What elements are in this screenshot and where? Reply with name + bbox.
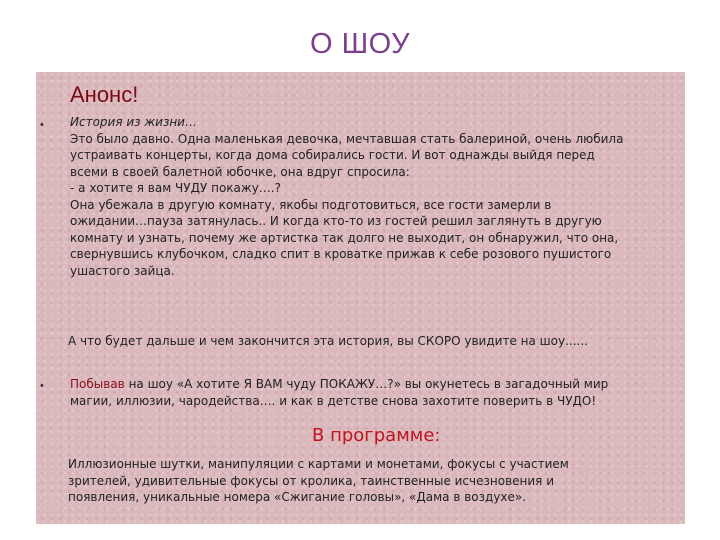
- story-line: Она убежала в другую комнату, якобы подготовиться, все гости замерли в: [70, 197, 552, 212]
- program-line: появления, уникальные номера «Сжигание головы», «Дама в воздухе».: [68, 490, 527, 504]
- story-line: - а хотите я вам ЧУДУ покажу….?: [70, 181, 281, 195]
- story-line: Это было давно. Одна маленькая девочка, мечтавшая стать балериной, очень любила: [70, 131, 624, 146]
- bullet-marker: •: [40, 119, 44, 131]
- story-line: устраивать концерты, когда дома собирались гости. И вот однажды выйдя перед: [70, 148, 595, 162]
- announce-heading: Анонс!: [70, 82, 139, 107]
- program-heading: В программе:: [312, 425, 441, 446]
- story-line: комнату и узнать, почему же артистка так долго не выходит, он обнаружил, что она,: [70, 230, 619, 245]
- program-line: Иллюзионные шутки, манипуляции с картами и монетами, фокусы с участием: [68, 457, 569, 471]
- slide-title: О ШОУ: [309, 28, 411, 60]
- story-text: [70, 114, 682, 279]
- story-line: История из жизни…: [70, 115, 197, 129]
- story-line: свернувшись клубочком, сладко спит в кроватке прижав к себе розового пушистого: [70, 247, 612, 261]
- visit-line-1-rest: на шоу «А хотите Я ВАМ чуду ПОКАЖУ…?» вы окунетесь в загадочный мир: [124, 377, 609, 391]
- story-line: всеми в своей балетной юбочке, она вдруг спросила:: [70, 164, 410, 179]
- program-text: [68, 456, 680, 506]
- visit-line-1: [70, 376, 682, 393]
- story-line: ожидании…пауза затянулась.. И когда кто-то из гостей решил заглянуть в другую: [70, 214, 602, 228]
- program-line: зрителей, удивительные фокусы от кролика, таинственные исчезновения и: [68, 473, 555, 488]
- story-line: ушастого зайца.: [70, 263, 175, 278]
- visit-lead: Побывав: [70, 377, 125, 391]
- teaser-line: А что будет дальше и чем закончится эта история, вы СКОРО увидите на шоу......: [68, 334, 588, 348]
- visit-text: [70, 376, 682, 409]
- teaser-text: [68, 333, 680, 350]
- visit-line-2: магии, иллюзии, чародейства…. и как в детстве снова захотите поверить в ЧУДО!: [70, 393, 597, 408]
- bullet-marker: •: [40, 380, 44, 392]
